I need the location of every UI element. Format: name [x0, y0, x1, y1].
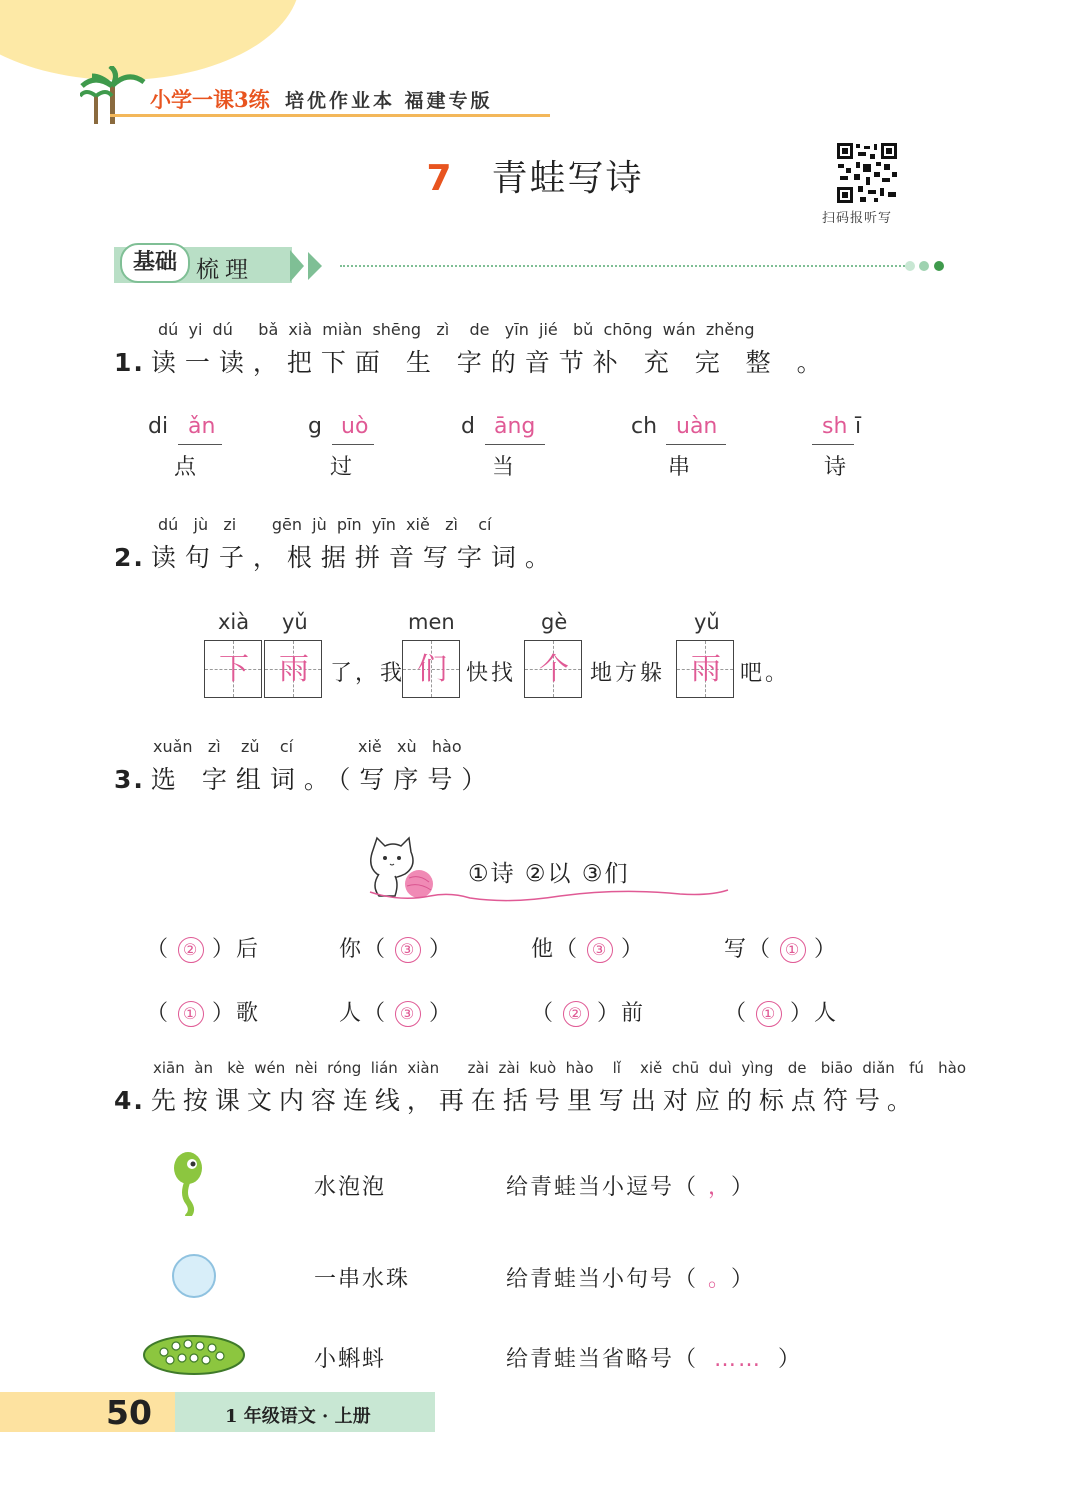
brand-title — [150, 84, 493, 114]
q1-item-3-prefix: d — [461, 414, 475, 439]
q2-box-5-pinyin: yǔ — [694, 610, 720, 634]
q3-row1-item4-answer: ① — [780, 937, 806, 963]
q3-row2-item1-pre: （ — [146, 1001, 171, 1026]
q3-options: ①诗 ②以 ③们 — [468, 861, 630, 887]
q1-item-3-blank — [485, 444, 545, 445]
qr-code-icon[interactable] — [836, 142, 898, 204]
q3-row2-item1-answer: ① — [178, 1001, 204, 1027]
q4-number: 4. — [114, 1086, 145, 1115]
q3-row2-item1-post: ）歌 — [212, 1001, 261, 1026]
q1-item-1-answer: ǎn — [188, 414, 216, 439]
q1-item-1-prefix: di — [148, 414, 169, 439]
q4-left-item-3[interactable]: 小蝌蚪 — [314, 1347, 387, 1372]
q3-row1-item2-pre: 你（ — [339, 937, 388, 962]
page-number: 50 — [106, 1393, 152, 1432]
q2-prompt — [114, 538, 559, 574]
brand-sub: 培优作业本 福建专版 — [284, 90, 493, 112]
wave-decoration — [360, 878, 740, 908]
q1-item-3-answer: āng — [494, 414, 536, 439]
section-divider — [340, 265, 905, 267]
q1-item-4-answer: uàn — [676, 414, 718, 439]
q4-left-item-1[interactable]: 水泡泡 — [314, 1175, 387, 1200]
q4-right-item-1-text: 给青蛙当小逗号（ — [506, 1175, 699, 1200]
q4-right-item-2-close: ） — [731, 1267, 756, 1292]
q2-text-4: 吧。 — [740, 661, 791, 686]
q4-right-item-2-text: 给青蛙当小句号（ — [506, 1267, 699, 1292]
q1-item-4-blank — [666, 444, 726, 445]
q3-row1-item4 — [724, 932, 838, 963]
q3-pinyin-left: xuǎn zì zǔ cí — [153, 737, 294, 756]
q3-row1-item1-answer: ② — [178, 937, 204, 963]
q3-row2-item4-pre: （ — [724, 1001, 749, 1026]
q3-row1-item1 — [146, 932, 260, 963]
q4-right-item-1[interactable] — [506, 1170, 755, 1201]
q2-number: 2. — [114, 543, 145, 572]
q3-row2-item2-pre: 人（ — [339, 1001, 388, 1026]
q3-row2-item3-pre: （ — [531, 1001, 556, 1026]
q2-box-3-answer: 们 — [417, 652, 447, 687]
lesson-number: 7 — [426, 158, 454, 199]
q3-row1-item3 — [531, 932, 645, 963]
q3-row2-item4-answer: ① — [756, 1001, 782, 1027]
q4-right-item-2-answer: 。 — [708, 1267, 722, 1292]
dots-decoration — [903, 259, 949, 273]
book-label: 1 年级语文 · 上册 — [225, 1406, 371, 1427]
q4-pinyin: xiān àn kè wén nèi róng lián xiàn zài zài kuò hào lǐ xiě chū duì yìng de biāo diǎn fú hào — [153, 1059, 967, 1077]
q1-item-4-char: 串 — [668, 455, 691, 480]
q2-box-4-pinyin: gè — [541, 610, 568, 634]
q1-item-2-char: 过 — [330, 455, 353, 480]
lotus-leaf-water-drops-icon — [142, 1334, 246, 1376]
q1-prompt — [114, 343, 831, 379]
q1-item-2-answer: uò — [341, 414, 369, 439]
q4-right-item-3-text: 给青蛙当省略号（ — [506, 1347, 699, 1372]
q1-item-1-char: 点 — [174, 455, 197, 480]
q3-row2-item1 — [146, 996, 260, 1027]
q2-pinyin: dú jù zi gēn jù pīn yīn xiě zì cí — [158, 515, 492, 534]
q1-pinyin: dú yi dú bǎ xià miàn shēng zì de yīn jié bǔ chōng wán zhěng — [158, 320, 755, 339]
q3-row1-item2-post: ） — [429, 937, 454, 962]
brand-underline — [110, 114, 550, 117]
q3-row2-item2-answer: ③ — [395, 1001, 421, 1027]
q4-right-item-1-answer: ， — [708, 1175, 722, 1200]
q1-item-1-blank — [178, 444, 222, 445]
writing-box[interactable] — [204, 640, 262, 698]
q1-item-2-prefix: g — [308, 414, 322, 439]
q3-row2-item4-post: ）人 — [790, 1001, 839, 1026]
water-bubble-icon — [170, 1252, 218, 1300]
q4-right-item-2[interactable] — [506, 1262, 755, 1293]
q1-item-5-suffix: ī — [855, 414, 862, 439]
q3-row2-item2-post: ） — [429, 1001, 454, 1026]
q4-left-item-2[interactable]: 一串水珠 — [314, 1267, 411, 1292]
q4-right-item-3-answer: …… — [714, 1347, 763, 1372]
q2-box-5-answer: 雨 — [691, 652, 721, 687]
lesson-title — [0, 150, 1070, 201]
q1-number: 1. — [114, 348, 145, 377]
q3-row1-item3-post: ） — [621, 937, 646, 962]
q1-item-5-blank — [812, 444, 854, 445]
q3-number: 3. — [114, 765, 145, 794]
qr-label: 扫码报听写 — [822, 211, 893, 226]
q2-text-2: 快找 — [466, 661, 517, 686]
q2-box-2-answer: 雨 — [279, 652, 309, 687]
section-tag: 基础 — [120, 243, 190, 283]
q2-box-4-answer: 个 — [539, 652, 569, 687]
q2-box-1-pinyin: xià — [218, 610, 250, 634]
q3-row1-item2 — [339, 932, 453, 963]
brand-main: 小学一课3练 — [150, 87, 270, 112]
q4-right-item-1-close: ） — [731, 1175, 756, 1200]
arrow-chevrons-icon — [290, 250, 330, 282]
lesson-name: 青蛙写诗 — [491, 158, 644, 199]
q1-item-3-char: 当 — [492, 455, 515, 480]
section-name: 梳理 — [196, 257, 254, 283]
q1-item-5-char: 诗 — [824, 455, 847, 480]
writing-box[interactable] — [676, 640, 734, 698]
q1-item-2-blank — [332, 444, 374, 445]
q3-row1-item1-post: ）后 — [212, 937, 261, 962]
q3-pinyin-right: xiě xù hào — [358, 737, 462, 756]
q3-row2-item3-post: ）前 — [597, 1001, 646, 1026]
q3-row2-item4 — [724, 996, 838, 1027]
q3-row2-item2 — [339, 996, 453, 1027]
q3-row1-item3-pre: 他（ — [531, 937, 580, 962]
q3-text: 选 字组词。（写序号） — [150, 765, 496, 794]
q3-row1-item3-answer: ③ — [587, 937, 613, 963]
q1-item-4-prefix: ch — [631, 414, 658, 439]
writing-box[interactable] — [402, 640, 460, 698]
q3-row1-item4-pre: 写（ — [724, 937, 773, 962]
q3-prompt — [114, 760, 495, 796]
q3-row2-item3-answer: ② — [563, 1001, 589, 1027]
q4-prompt — [114, 1081, 919, 1117]
writing-box[interactable] — [524, 640, 582, 698]
q3-row1-item1-pre: （ — [146, 937, 171, 962]
q3-row1-item4-post: ） — [814, 937, 839, 962]
q4-text: 先按课文内容连线，再在括号里写出对应的标点符号。 — [150, 1086, 919, 1115]
q3-row1-item2-answer: ③ — [395, 937, 421, 963]
q3-row2-item3 — [531, 996, 645, 1027]
q1-item-5-answer: sh — [822, 414, 848, 439]
q2-text-3: 地方躲 — [590, 661, 666, 686]
q2-text-1: 了，我 — [330, 661, 406, 686]
q4-right-item-3-close: ） — [778, 1347, 803, 1372]
tadpole-icon — [168, 1150, 208, 1216]
q2-box-1-answer: 下 — [219, 652, 249, 687]
q2-box-2-pinyin: yǔ — [282, 610, 308, 634]
writing-box[interactable] — [264, 640, 322, 698]
q1-text: 读一读，把下面 生 字的音节补 充 完 整 。 — [150, 348, 831, 377]
q2-text: 读句子，根据拼音写字词。 — [150, 543, 559, 572]
q4-right-item-3[interactable] — [506, 1342, 802, 1373]
q2-box-3-pinyin: men — [408, 610, 455, 634]
